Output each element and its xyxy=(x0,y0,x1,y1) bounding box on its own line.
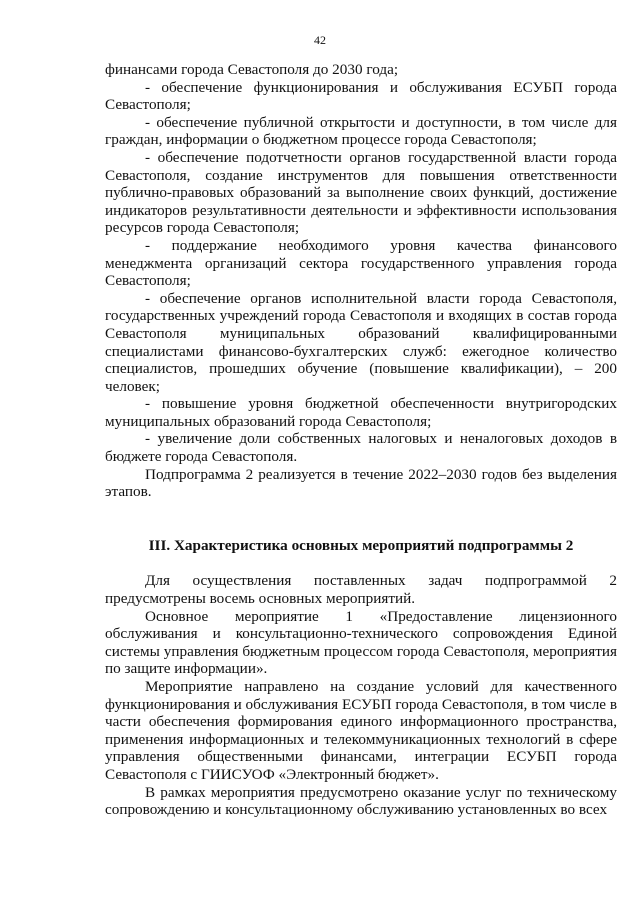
paragraph: - обеспечение функционирования и обслуживания ЕСУБП города Севастополя; xyxy=(105,78,617,114)
section-heading: III. Характеристика основных мероприятий подпрограммы 2 xyxy=(148,536,574,554)
paragraph: - поддержание необходимого уровня качества финансового менеджмента организаций сектора государственного управления города Севастополя; xyxy=(105,236,617,290)
paragraph: - повышение уровня бюджетной обеспеченности внутригородских муниципальных образований города Севастополя; xyxy=(105,395,617,430)
paragraph: В рамках мероприятия предусмотрено оказание услуг по техническому сопровождению и консультационному обслуживанию установленных во всех xyxy=(105,783,617,819)
paragraph: Мероприятие направлено на создание условий для качественного функционирования и обслуживания ЕСУБП города Севастополя, в том числе в части обеспечения формирования единого информационного пространства, применения информационных и телекоммуникационных технологий в сфере управления общественными финансами, интеграции ЕСУБП города Севастополя с ГИИСУОФ «Электронный бюджет». xyxy=(105,678,617,783)
document-body xyxy=(105,61,617,819)
paragraph: - обеспечение подотчетности органов государственной власти города Севастополя, создание инструментов для повышения ответственности публично-правовых образований за выполнение своих функций, достижение индикаторов результативности деятельности и эффективности использования ресурсов города Севастополя; xyxy=(105,148,617,237)
paragraph: - обеспечение публичной открытости и доступности, в том числе для граждан, информации о бюджетном процессе города Севастополя; xyxy=(105,113,617,149)
paragraphs-before-heading xyxy=(105,61,617,501)
paragraph: - обеспечение органов исполнительной власти города Севастополя, государственных учреждений города Севастополя и входящих в состав города Севастополя муниципальных образований квалифицированными специалистами финансово-бухгалтерских служб: ежегодное количество специалистов, прошедших обучение (повышение квалификации), – 200 человек; xyxy=(105,289,617,395)
paragraphs-after-heading xyxy=(105,572,617,818)
paragraph: Основное мероприятие 1 «Предоставление лицензионного обслуживания и консультационно-технического сопровождения Единой системы управления бюджетным процессом города Севастополя, мероприятия по защите информации». xyxy=(105,607,617,678)
page-number: 42 xyxy=(314,33,326,47)
paragraph: Подпрограмма 2 реализуется в течение 2022–2030 годов без выделения этапов. xyxy=(105,465,617,501)
paragraph: Для осуществления поставленных задач подпрограммой 2 предусмотрены восемь основных мероприятий. xyxy=(105,572,617,608)
paragraph: финансами города Севастополя до 2030 года; xyxy=(105,61,399,78)
paragraph: - увеличение доли собственных налоговых и неналоговых доходов в бюджете города Севастополя. xyxy=(105,430,617,466)
